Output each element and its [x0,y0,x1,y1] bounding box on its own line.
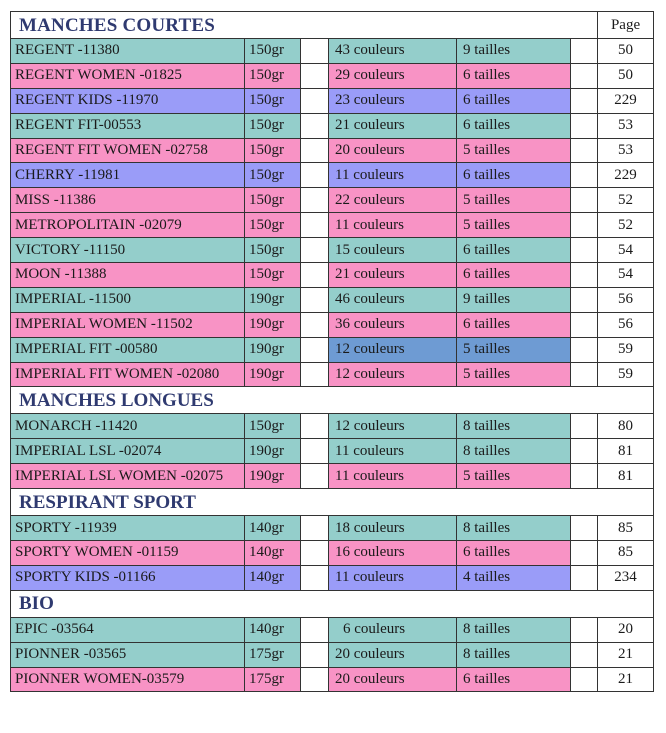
product-weight: 150gr [245,39,301,64]
product-colors: 6 couleurs [329,617,457,642]
spacer-cell [571,263,598,288]
section-header [11,12,654,39]
product-row [11,642,654,667]
spacer-cell [571,238,598,263]
product-page: 85 [598,516,654,541]
product-page: 21 [598,667,654,692]
product-page: 52 [598,213,654,238]
section-header [11,590,654,617]
product-sizes: 6 tailles [457,667,571,692]
spacer-cell [301,642,329,667]
product-sizes: 8 tailles [457,516,571,541]
product-name: SPORTY KIDS -01166 [11,565,245,590]
product-name: MOON -11388 [11,263,245,288]
product-row [11,414,654,439]
product-weight: 150gr [245,414,301,439]
spacer-cell [301,667,329,692]
product-colors: 20 couleurs [329,667,457,692]
spacer-cell [301,88,329,113]
product-catalog-table [10,11,653,692]
product-page: 52 [598,188,654,213]
product-row [11,541,654,566]
product-row [11,188,654,213]
spacer-cell [571,138,598,163]
spacer-cell [301,287,329,312]
product-page: 234 [598,565,654,590]
product-sizes: 6 tailles [457,163,571,188]
section-title: MANCHES LONGUES [11,387,654,414]
section-header [11,387,654,414]
spacer-cell [301,541,329,566]
product-row [11,312,654,337]
product-colors: 23 couleurs [329,88,457,113]
product-name: METROPOLITAIN -02079 [11,213,245,238]
spacer-cell [301,516,329,541]
product-name: SPORTY -11939 [11,516,245,541]
product-page: 81 [598,439,654,464]
product-sizes: 8 tailles [457,642,571,667]
product-colors: 18 couleurs [329,516,457,541]
product-row [11,113,654,138]
product-weight: 190gr [245,287,301,312]
product-sizes: 6 tailles [457,238,571,263]
spacer-cell [571,39,598,64]
product-colors: 22 couleurs [329,188,457,213]
product-row [11,39,654,64]
product-colors: 46 couleurs [329,287,457,312]
product-sizes: 6 tailles [457,263,571,288]
product-name: VICTORY -11150 [11,238,245,263]
product-name: EPIC -03564 [11,617,245,642]
catalog-body [11,12,654,692]
product-weight: 190gr [245,312,301,337]
product-colors: 29 couleurs [329,63,457,88]
product-name: MISS -11386 [11,188,245,213]
product-row [11,63,654,88]
product-weight: 140gr [245,565,301,590]
spacer-cell [301,337,329,362]
product-name: IMPERIAL FIT -00580 [11,337,245,362]
product-sizes: 6 tailles [457,113,571,138]
product-name: MONARCH -11420 [11,414,245,439]
product-page: 229 [598,88,654,113]
product-weight: 150gr [245,263,301,288]
product-weight: 190gr [245,337,301,362]
product-sizes: 8 tailles [457,617,571,642]
spacer-cell [571,362,598,387]
product-sizes: 5 tailles [457,362,571,387]
spacer-cell [571,617,598,642]
product-weight: 150gr [245,113,301,138]
product-name: REGENT WOMEN -01825 [11,63,245,88]
product-weight: 140gr [245,541,301,566]
spacer-cell [301,238,329,263]
product-name: SPORTY WOMEN -01159 [11,541,245,566]
spacer-cell [301,113,329,138]
product-name: PIONNER WOMEN-03579 [11,667,245,692]
spacer-cell [571,414,598,439]
product-page: 80 [598,414,654,439]
product-colors: 36 couleurs [329,312,457,337]
product-page: 50 [598,39,654,64]
product-name: REGENT FIT-00553 [11,113,245,138]
product-sizes: 6 tailles [457,88,571,113]
spacer-cell [301,138,329,163]
product-row [11,565,654,590]
product-colors: 20 couleurs [329,642,457,667]
catalog-table [10,11,654,692]
product-colors: 16 couleurs [329,541,457,566]
product-name: IMPERIAL FIT WOMEN -02080 [11,362,245,387]
spacer-cell [571,163,598,188]
product-weight: 190gr [245,439,301,464]
product-name: IMPERIAL LSL -02074 [11,439,245,464]
product-name: IMPERIAL -11500 [11,287,245,312]
product-colors: 12 couleurs [329,337,457,362]
spacer-cell [301,39,329,64]
product-name: REGENT FIT WOMEN -02758 [11,138,245,163]
product-row [11,667,654,692]
spacer-cell [301,312,329,337]
product-sizes: 5 tailles [457,138,571,163]
spacer-cell [301,617,329,642]
product-row [11,238,654,263]
product-sizes: 6 tailles [457,541,571,566]
product-colors: 11 couleurs [329,213,457,238]
product-colors: 20 couleurs [329,138,457,163]
product-row [11,138,654,163]
product-name: CHERRY -11981 [11,163,245,188]
product-row [11,337,654,362]
product-page: 56 [598,312,654,337]
product-sizes: 6 tailles [457,312,571,337]
product-row [11,617,654,642]
product-colors: 43 couleurs [329,39,457,64]
product-weight: 150gr [245,88,301,113]
product-page: 54 [598,263,654,288]
spacer-cell [571,464,598,489]
spacer-cell [571,565,598,590]
product-row [11,88,654,113]
product-sizes: 6 tailles [457,63,571,88]
product-colors: 21 couleurs [329,263,457,288]
product-row [11,516,654,541]
spacer-cell [571,642,598,667]
product-sizes: 9 tailles [457,287,571,312]
product-weight: 150gr [245,163,301,188]
spacer-cell [571,667,598,692]
product-row [11,439,654,464]
product-sizes: 5 tailles [457,188,571,213]
product-row [11,464,654,489]
section-title: BIO [11,590,654,617]
spacer-cell [571,287,598,312]
spacer-cell [301,163,329,188]
product-name: REGENT -11380 [11,39,245,64]
product-page: 21 [598,642,654,667]
product-weight: 150gr [245,188,301,213]
product-page: 59 [598,337,654,362]
product-page: 50 [598,63,654,88]
product-colors: 11 couleurs [329,163,457,188]
product-colors: 11 couleurs [329,565,457,590]
product-sizes: 4 tailles [457,565,571,590]
product-sizes: 5 tailles [457,464,571,489]
spacer-cell [571,516,598,541]
product-page: 54 [598,238,654,263]
product-sizes: 8 tailles [457,414,571,439]
spacer-cell [301,213,329,238]
product-row [11,263,654,288]
spacer-cell [571,541,598,566]
product-sizes: 8 tailles [457,439,571,464]
spacer-cell [301,362,329,387]
product-weight: 140gr [245,516,301,541]
product-sizes: 9 tailles [457,39,571,64]
spacer-cell [301,464,329,489]
product-page: 59 [598,362,654,387]
product-colors: 11 couleurs [329,439,457,464]
spacer-cell [571,88,598,113]
product-weight: 150gr [245,238,301,263]
product-weight: 140gr [245,617,301,642]
product-page: 81 [598,464,654,489]
product-page: 53 [598,138,654,163]
page-column-header: Page [598,12,654,39]
product-name: IMPERIAL WOMEN -11502 [11,312,245,337]
product-page: 229 [598,163,654,188]
spacer-cell [301,439,329,464]
product-row [11,213,654,238]
product-name: IMPERIAL LSL WOMEN -02075 [11,464,245,489]
spacer-cell [301,263,329,288]
product-weight: 175gr [245,667,301,692]
product-page: 20 [598,617,654,642]
product-weight: 150gr [245,213,301,238]
spacer-cell [571,439,598,464]
product-sizes: 5 tailles [457,213,571,238]
product-name: REGENT KIDS -11970 [11,88,245,113]
section-title: RESPIRANT SPORT [11,489,654,516]
spacer-cell [571,63,598,88]
spacer-cell [571,213,598,238]
spacer-cell [301,63,329,88]
spacer-cell [571,337,598,362]
product-colors: 12 couleurs [329,362,457,387]
spacer-cell [301,565,329,590]
product-weight: 150gr [245,63,301,88]
product-name: PIONNER -03565 [11,642,245,667]
product-page: 56 [598,287,654,312]
spacer-cell [571,312,598,337]
product-sizes: 5 tailles [457,337,571,362]
product-weight: 150gr [245,138,301,163]
section-title: MANCHES COURTES [11,12,598,39]
product-weight: 190gr [245,464,301,489]
product-row [11,163,654,188]
product-colors: 21 couleurs [329,113,457,138]
product-colors: 15 couleurs [329,238,457,263]
product-weight: 190gr [245,362,301,387]
product-colors: 11 couleurs [329,464,457,489]
section-header [11,489,654,516]
product-page: 53 [598,113,654,138]
spacer-cell [301,414,329,439]
product-page: 85 [598,541,654,566]
spacer-cell [571,113,598,138]
product-row [11,287,654,312]
spacer-cell [301,188,329,213]
spacer-cell [571,188,598,213]
product-row [11,362,654,387]
product-colors: 12 couleurs [329,414,457,439]
product-weight: 175gr [245,642,301,667]
